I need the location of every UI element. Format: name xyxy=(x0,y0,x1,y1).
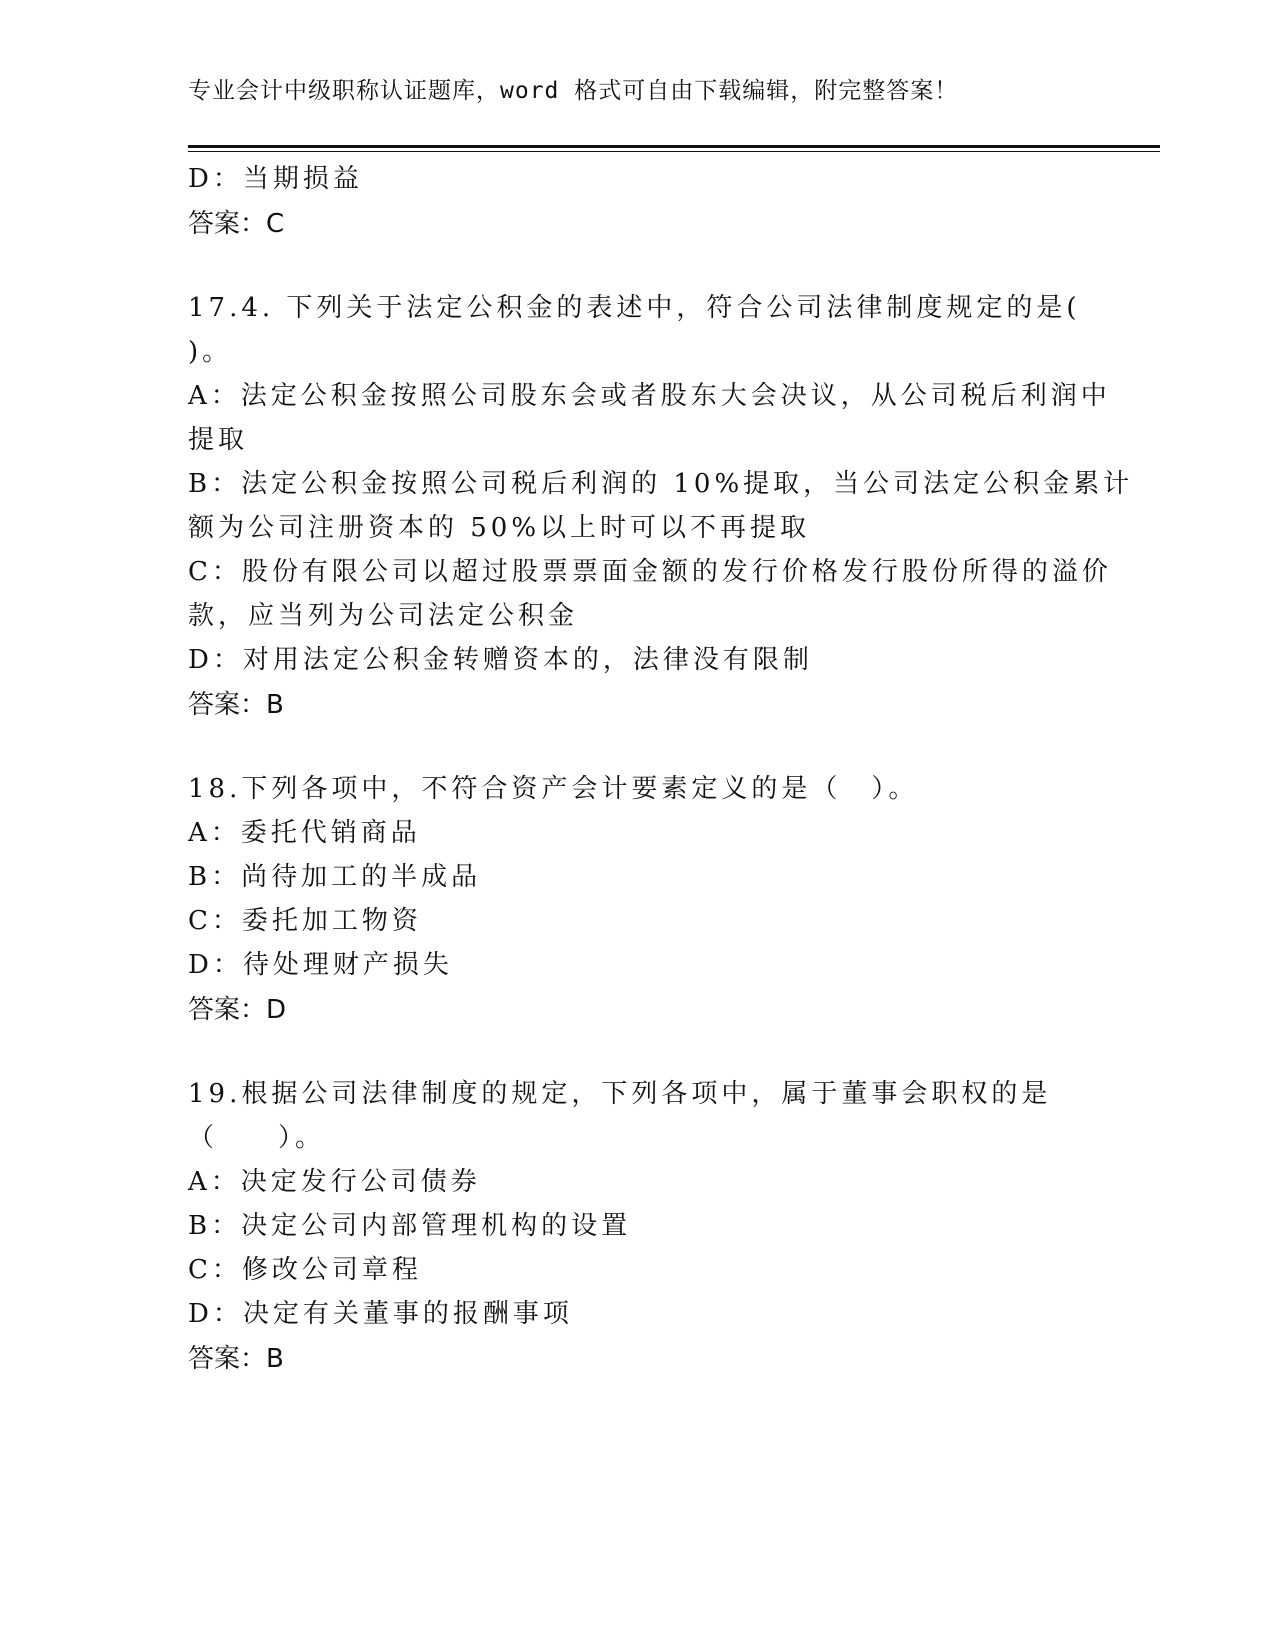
q17-title-line1: 17.4. 下列关于法定公积金的表述中，符合公司法律制度规定的是( xyxy=(188,293,1081,323)
q18-title: 18.下列各项中，不符合资产会计要素定义的是（ ）。 xyxy=(188,774,919,804)
q18-option-d: D：待处理财产损失 xyxy=(188,950,453,980)
q18-option-a: A：委托代销商品 xyxy=(188,818,421,848)
q17-option-b-line2: 额为公司注册资本的 50%以上时可以不再提取 xyxy=(188,513,811,543)
header-rule-thick xyxy=(188,145,1160,148)
q19-option-a: A：决定发行公司债券 xyxy=(188,1167,481,1197)
q17-answer: 答案：B xyxy=(188,690,284,720)
header-rule-thin xyxy=(188,151,1160,152)
q17-option-a-line2: 提取 xyxy=(188,425,249,455)
q17-option-a-line1: A：法定公积金按照公司股东会或者股东大会决议，从公司税后利润中 xyxy=(188,381,1111,411)
q17-option-d: D：对用法定公积金转赠资本的，法律没有限制 xyxy=(188,645,813,675)
q17-option-b-line1: B：法定公积金按照公司税后利润的 10%提取，当公司法定公积金累计 xyxy=(188,469,1134,499)
q19-option-d: D：决定有关董事的报酬事项 xyxy=(188,1299,573,1329)
q17-option-c-line1: C：股份有限公司以超过股票票面金额的发行价格发行股份所得的溢价 xyxy=(188,557,1112,587)
q19-option-b: B：决定公司内部管理机构的设置 xyxy=(188,1211,632,1241)
q18-option-c: C：委托加工物资 xyxy=(188,906,422,936)
page-header: 专业会计中级职称认证题库，word 格式可自由下载编辑，附完整答案！ xyxy=(188,78,959,104)
q19-title-line2: （ ）。 xyxy=(188,1123,326,1153)
q19-option-c: C：修改公司章程 xyxy=(188,1255,422,1285)
q18-option-b: B：尚待加工的半成品 xyxy=(188,862,482,892)
q19-title-line1: 19.根据公司法律制度的规定，下列各项中，属于董事会职权的是 xyxy=(188,1079,1052,1109)
q17-title-line2: )。 xyxy=(188,337,233,367)
q19-answer: 答案：B xyxy=(188,1344,284,1374)
q18-answer: 答案：D xyxy=(188,995,287,1025)
prev-option-d: D：当期损益 xyxy=(188,164,363,194)
q17-option-c-line2: 款，应当列为公司法定公积金 xyxy=(188,601,579,631)
prev-answer: 答案：C xyxy=(188,209,285,239)
